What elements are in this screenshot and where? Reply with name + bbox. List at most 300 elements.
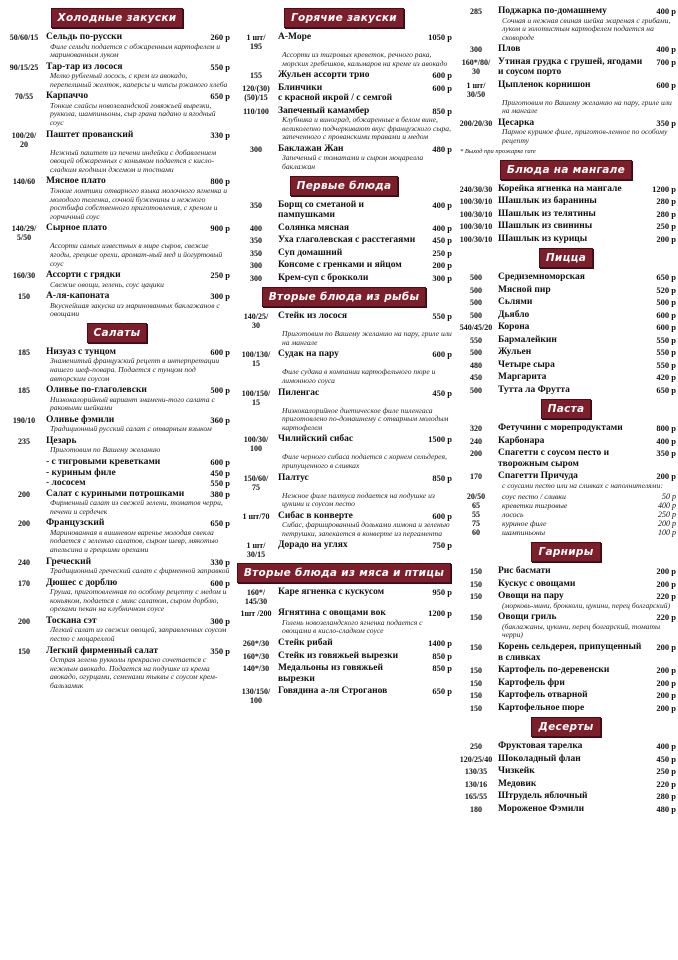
- menu-item: [456, 642, 676, 663]
- item-price: 600 р: [432, 82, 452, 93]
- item-price: 480 р: [432, 143, 452, 154]
- menu-section: [456, 540, 676, 713]
- item-weight: 110/100: [243, 106, 269, 116]
- item-description: Филе судака в компании картофельного пюре и лимонного соуса: [282, 367, 436, 385]
- section-header: Блюда на мангале: [500, 160, 632, 180]
- menu-item: [4, 130, 230, 175]
- item-weight: 1 шт/ 30/15: [246, 541, 266, 560]
- item-weight: 160*/30: [242, 651, 270, 661]
- menu-item: [456, 804, 676, 815]
- item-weight: 500: [470, 298, 482, 308]
- menu-section: [4, 321, 230, 691]
- item-weight: 350: [250, 200, 262, 210]
- item-price: 220 р: [656, 778, 676, 789]
- variant-price: 550 р: [210, 478, 230, 489]
- item-price: 250 р: [210, 270, 230, 281]
- menu-section: [4, 6, 230, 319]
- menu-item: [456, 57, 676, 78]
- item-weight: 140/25/ 30: [243, 312, 269, 331]
- item-price: 380 р: [210, 488, 230, 499]
- menu-item: [4, 518, 230, 554]
- menu-section: [456, 246, 676, 395]
- item-name: Шашлык из баранины: [498, 196, 597, 207]
- item-price: 220 р: [656, 612, 676, 623]
- menu-item: [456, 322, 676, 333]
- addon-price: 50 р: [662, 492, 676, 502]
- variant-spacer: [4, 478, 44, 489]
- menu-column-right: [456, 6, 676, 816]
- item-name: Солянка мясная: [278, 222, 350, 233]
- menu-item: [4, 291, 230, 319]
- item-name: Корейка ягненка на мангале: [498, 183, 622, 194]
- item-price: 450 р: [656, 753, 676, 764]
- menu-item: [456, 566, 676, 577]
- item-weight: 150: [470, 691, 482, 701]
- item-weight: 200: [18, 616, 30, 626]
- section-header: Пицца: [539, 248, 593, 268]
- item-price: 350 р: [210, 645, 230, 656]
- item-price: 550 р: [656, 334, 676, 345]
- item-weight: 140*/30: [242, 664, 270, 674]
- menu-section: [236, 561, 452, 705]
- item-description: Нежное филе палтуса подается на подушке из цукини и соусом песто: [282, 490, 435, 509]
- item-weight: 350: [250, 236, 262, 246]
- item-weight: 500: [470, 385, 482, 395]
- item-price: 400 р: [656, 44, 676, 55]
- item-price: 600 р: [656, 79, 676, 90]
- item-weight: 540/45/20: [459, 323, 493, 333]
- item-weight: 90/15/25: [9, 62, 39, 72]
- item-price: 200 р: [656, 566, 676, 577]
- item-description: Голень новозеландского ягненка подается с овощами в кисло-сладком соусе: [282, 617, 423, 636]
- item-price: 200 р: [656, 690, 676, 701]
- menu-item: [456, 423, 676, 434]
- item-weight: 240: [470, 436, 482, 446]
- item-weight: 130/150/ 100: [241, 687, 271, 706]
- footnote: * Выход при прожарке rare: [460, 147, 536, 155]
- menu-item: [236, 638, 452, 649]
- section-header: Гарниры: [531, 542, 600, 562]
- menu-section: [236, 6, 452, 172]
- item-price: 650 р: [210, 518, 230, 529]
- item-name: Жульен: [498, 347, 532, 358]
- item-name: Спагетти с соусом песто и творожным сыром: [498, 448, 610, 469]
- item-description: Приготовим по Вашему желанию на пару, гриле или на мангале: [282, 329, 452, 347]
- item-weight: 240: [18, 557, 30, 567]
- item-price: 500 р: [210, 385, 230, 396]
- addon-name: соус песто / сливки: [502, 492, 566, 502]
- item-name: Дьябло: [498, 309, 530, 320]
- section-header: Горячие закуски: [284, 8, 404, 28]
- menu-item: [4, 347, 230, 383]
- addon-name: креветки тигровые: [502, 501, 568, 511]
- menu-item: [456, 209, 676, 220]
- item-price: [200, 436, 230, 447]
- item-weight: 130/16: [464, 779, 488, 789]
- item-weight: 70/55: [14, 92, 34, 102]
- item-description: Филе черного сибаса подается с корнем сельдерея, припущенного в сливках: [282, 452, 447, 470]
- item-weight: 200: [18, 489, 30, 499]
- item-price: 350 р: [656, 117, 676, 128]
- menu-item: [236, 651, 452, 662]
- item-name: Утиная грудка с грушей, ягодами и соусом порто: [498, 56, 643, 78]
- item-price: 400 р: [656, 741, 676, 752]
- item-name: Пиленгас: [278, 387, 320, 398]
- menu-item: [456, 579, 676, 590]
- item-price: 650 р: [656, 272, 676, 283]
- menu-item: [4, 223, 230, 268]
- item-price: 200 р: [656, 471, 676, 482]
- item-price: 350 р: [656, 448, 676, 459]
- item-name: Паштет прованский: [46, 129, 134, 140]
- item-price: 250 р: [656, 221, 676, 232]
- item-name: Блинчики с красной икрой / с семгой: [278, 82, 393, 104]
- menu-item: [456, 741, 676, 752]
- menu-item: [236, 144, 452, 172]
- item-description: Низкокалорийный вариант знамени-того салата с раковыми шейками: [50, 394, 215, 413]
- item-price: 250 р: [656, 766, 676, 777]
- section-header-wrap: [236, 285, 452, 311]
- menu-item: [456, 347, 676, 358]
- item-weight: 185: [18, 386, 30, 396]
- menu-item: [4, 578, 230, 614]
- menu-item: [236, 388, 452, 433]
- item-weight: 350: [250, 248, 262, 258]
- item-name: Французский: [46, 518, 105, 529]
- section-header: Первые блюда: [290, 176, 399, 196]
- variant-name: - лососем: [46, 478, 86, 489]
- item-description: Маринованная в вишневом варенье молодая свекла подается с зеленью салатов, сыром шевр, мякотью апельсина и грецкими орехами: [50, 527, 219, 554]
- item-weight: 150: [470, 579, 482, 589]
- item-name: Ассорти с грядки: [46, 270, 121, 281]
- item-description: Свежие овощи, зелень, соус цацики: [50, 279, 164, 289]
- item-weight: 500: [470, 285, 482, 295]
- menu-item: [236, 540, 452, 559]
- item-description: Клубника и виноград, обжаренные в белом вине, великолепно подчеркивают вкус французского сыра, запеченного с прованскими травами и медом: [282, 115, 452, 142]
- item-weight: 1шт /200: [240, 609, 272, 619]
- item-name: А-Море: [278, 32, 312, 42]
- item-weight: 120/25/40: [459, 754, 493, 764]
- addon-weight: 75: [472, 519, 480, 529]
- item-weight: 500: [470, 310, 482, 320]
- item-weight: 100/130/ 15: [241, 350, 271, 369]
- item-price: 1050 р: [428, 32, 452, 42]
- menu-item: [4, 385, 230, 413]
- item-weight: 550: [470, 335, 482, 345]
- item-price: 600 р: [656, 322, 676, 333]
- item-name: Цезарь: [46, 435, 77, 446]
- item-name: Салат с куриными потрошками: [46, 488, 185, 499]
- item-description: Приготовим по Вашему желанию на пару, гриле или на мангале: [502, 97, 672, 116]
- menu-item: [4, 32, 230, 60]
- item-price: 700 р: [656, 56, 676, 67]
- item-name: Крем-суп с брокколи: [278, 272, 369, 283]
- variant-spacer: [4, 457, 44, 468]
- menu-item: [4, 415, 230, 434]
- item-name: Греческий: [46, 556, 92, 567]
- item-name: Шашлык из телятины: [498, 208, 596, 219]
- item-weight: 150: [470, 678, 482, 688]
- addon-name: куриное филе: [502, 519, 547, 529]
- item-weight: 1 шт/ 195: [246, 33, 266, 51]
- item-name: Кускус с овощами: [498, 578, 576, 589]
- item-description: Ассорти самых известных в мире сыров, свежие ягоды, грецкие орехи, аромат-ный мед и йогуртовый соус: [50, 241, 223, 268]
- item-weight: 260*/30: [242, 639, 270, 649]
- item-addon: [456, 510, 676, 519]
- menu-item: [456, 360, 676, 371]
- section-header: Вторые блюда из мяса и птицы: [237, 563, 451, 583]
- menu-item: [456, 754, 676, 765]
- section-header-wrap: [4, 6, 230, 32]
- item-price: 1200 р: [652, 183, 676, 194]
- menu-section: [236, 174, 452, 284]
- item-weight: 190/10: [12, 415, 36, 425]
- menu-item: [456, 665, 676, 676]
- item-name: Четыре сыра: [498, 359, 555, 370]
- item-addon: [456, 492, 676, 501]
- menu-item: [456, 690, 676, 701]
- item-price: 250 р: [432, 247, 452, 258]
- section-header: Холодные закуски: [51, 8, 184, 28]
- menu-section: [456, 158, 676, 245]
- menu-section: [456, 6, 676, 155]
- item-name: Медальоны из говяжьей вырезки: [278, 663, 383, 684]
- section-header-wrap: [456, 715, 676, 741]
- variant-spacer: [4, 468, 44, 479]
- item-name: Стейк из лосося: [278, 311, 348, 322]
- menu-item: [236, 83, 452, 104]
- item-price: 850 р: [432, 472, 452, 483]
- item-name: Спагетти Причуда: [498, 471, 578, 482]
- item-description: Вкуснейшая закуска из маринованных баклажанов с овощами: [50, 300, 220, 319]
- item-weight: 150: [470, 666, 482, 676]
- section-header-wrap: [456, 246, 676, 272]
- menu-item: [456, 678, 676, 689]
- item-weight: 100/30/ 100: [243, 435, 269, 454]
- menu-item: [236, 587, 452, 606]
- item-price: 800 р: [210, 176, 230, 187]
- item-name: Шоколадный флан: [498, 753, 581, 764]
- item-name: Баклажан Жан: [278, 143, 344, 154]
- item-weight: 500: [470, 348, 482, 358]
- item-description: (морковь-мини, брокколи, цукини, перец болгарский): [502, 600, 671, 610]
- menu-item: [456, 118, 676, 146]
- item-name: Цыпленок корнишон: [498, 79, 591, 90]
- item-weight: 150: [18, 292, 30, 302]
- item-weight: 450: [470, 373, 482, 383]
- item-weight: 150: [470, 703, 482, 713]
- item-name: Судак на пару: [278, 349, 339, 360]
- section-header: Вторые блюда из рыбы: [262, 287, 427, 307]
- item-weight: 285: [470, 7, 482, 16]
- item-name: Запеченый камамбер: [278, 105, 370, 116]
- menu-item: [4, 616, 230, 644]
- item-weight: 100/30/10: [459, 222, 493, 232]
- menu-item: [456, 297, 676, 308]
- item-description: Острая зелень рукколы прекрасно сочетается с нежным авокадо. Подается на подушке из крема авокадо, огурцами, семенами тыквы с соусом крем-бальзамик: [50, 655, 218, 690]
- item-price: 650 р: [656, 384, 676, 395]
- section-header-wrap: [236, 561, 452, 587]
- item-price: 500 р: [656, 297, 676, 308]
- addon-name: шампиньоны: [502, 528, 546, 538]
- menu-item: [456, 310, 676, 321]
- section-header-wrap: [456, 397, 676, 423]
- item-price: 800 р: [656, 423, 676, 434]
- item-weight: 240/30/30: [459, 184, 493, 194]
- addon-price: 400 р: [658, 501, 676, 511]
- item-name: Фруктовая тарелка: [498, 741, 583, 752]
- item-price: 550 р: [656, 359, 676, 370]
- item-name: Низуаз с тунцом: [46, 346, 116, 357]
- item-price: 300 р: [432, 272, 452, 283]
- menu-item: [236, 349, 452, 385]
- menu-item: [4, 436, 230, 455]
- item-description: Сочная и нежная свиная шейка жареная с грибами, луком и золотистым картофелем подается на сковороде: [502, 15, 671, 42]
- menu-item: [456, 6, 676, 42]
- item-weight: 200: [470, 449, 482, 459]
- menu-item: [456, 372, 676, 383]
- item-price: 1500 р: [428, 434, 452, 445]
- item-price: 200 р: [656, 665, 676, 676]
- item-weight: 250: [470, 742, 482, 752]
- item-price: 600 р: [432, 70, 452, 81]
- item-name: Овощи гриль: [498, 612, 557, 623]
- item-price: 900 р: [210, 223, 230, 234]
- item-price: 650 р: [432, 686, 452, 697]
- menu-item: [236, 106, 452, 142]
- item-description: Парное куриное филе, приготов-ленное по особому рецепту: [502, 127, 668, 146]
- item-price: 550 р: [656, 347, 676, 358]
- item-addon: [456, 501, 676, 510]
- item-price: 330 р: [210, 556, 230, 567]
- item-weight: 50/60/15: [9, 33, 39, 42]
- item-name: Фетучини с морепродуктами: [498, 423, 623, 434]
- item-price: 300 р: [210, 615, 230, 626]
- menu-item: [4, 176, 230, 221]
- section-header: Десерты: [531, 717, 600, 737]
- item-name: Корона: [498, 322, 530, 333]
- addon-weight: 55: [472, 510, 480, 520]
- menu-item: [236, 311, 452, 347]
- item-name: Дюшес с дорблю: [46, 577, 118, 588]
- item-weight: 160*/ 145/30: [244, 588, 268, 607]
- menu-item: [236, 260, 452, 271]
- item-description: Традиционный греческий салат с фирменной заправкой: [50, 566, 230, 575]
- section-header: Паста: [541, 399, 592, 419]
- item-price: 360 р: [210, 414, 230, 425]
- item-description: Фирменный салат из свежей зелени, томатов черри, печени и сердечек: [50, 498, 223, 516]
- item-weight: 100/20/ 20: [11, 130, 37, 149]
- item-weight: 1 шт/70: [242, 511, 270, 521]
- addon-weight: 65: [472, 501, 480, 511]
- menu-item: [456, 44, 676, 55]
- item-addon: [456, 528, 676, 537]
- section-header-wrap: [4, 321, 230, 347]
- item-weight: 150: [470, 592, 482, 602]
- item-weight: 1 шт/ 30/50: [466, 80, 486, 99]
- item-name: Медовик: [498, 778, 537, 789]
- item-weight: 185: [18, 347, 30, 357]
- menu-item: [236, 511, 452, 539]
- item-name: Плов: [498, 44, 521, 55]
- item-name: Суп домашний: [278, 247, 343, 258]
- menu-item: [456, 196, 676, 207]
- item-name: Борщ со сметаной и пампушками: [278, 199, 365, 221]
- item-weight: 150/60/ 75: [243, 473, 269, 492]
- item-name: Средиземноморская: [498, 272, 585, 283]
- addon-weight: 20/50: [466, 492, 486, 502]
- menu-item: [456, 385, 676, 396]
- menu-item: [4, 270, 230, 289]
- item-price: 200 р: [656, 233, 676, 244]
- item-price: 420 р: [656, 372, 676, 383]
- item-weight: 140/29/ 5/50: [11, 224, 37, 243]
- item-weight: 150: [470, 613, 482, 623]
- item-name: Палтус: [278, 472, 309, 483]
- item-weight: 180: [470, 804, 482, 814]
- item-name: Стейк из говяжьей вырезки: [278, 650, 399, 661]
- item-name: Консоме с гренками и яйцом: [278, 260, 402, 271]
- variant-name: - с тигровыми креветками: [46, 457, 161, 468]
- item-description: Филе сельди подается с обжаренным картофелем и маринованным луком: [50, 41, 221, 60]
- item-name: Маргарита: [498, 372, 547, 383]
- item-price: 480 р: [656, 803, 676, 814]
- item-price: 550 р: [432, 311, 452, 322]
- menu-item: [236, 473, 452, 509]
- variant-name: - куриным филе: [46, 467, 116, 478]
- item-weight: 170: [470, 472, 482, 482]
- item-weight: 100/30/10: [459, 209, 493, 219]
- item-weight: 300: [250, 273, 262, 283]
- addon-price: 100 р: [658, 528, 676, 538]
- item-price: 280 р: [656, 791, 676, 802]
- item-description: Знаменитый французский рецепт в интерпретации нашего шеф-повара. Подается с тунцом под авторским соусом: [50, 356, 220, 383]
- item-price: 850 р: [432, 105, 452, 116]
- addon-price: 250 р: [658, 510, 676, 520]
- item-name: Картофель по-деревенски: [498, 665, 610, 676]
- menu-item: [456, 471, 676, 490]
- addon-name: лосось: [502, 510, 524, 520]
- item-weight: 165/55: [464, 792, 488, 802]
- item-name: Тоскана сэт: [46, 615, 97, 626]
- item-name: Поджарка по-домашнему: [498, 6, 607, 16]
- item-description: Традиционный русский салат с отварным языком: [50, 424, 212, 434]
- item-price: 260 р: [210, 32, 230, 42]
- item-description: Тонкие слайсы новозеландской говяжьей вырезки, руккола, шампиньоны, сыр грана падано и ягодный соус: [50, 100, 216, 128]
- item-weight: 170: [18, 578, 30, 588]
- section-header-wrap: [236, 6, 452, 32]
- menu-item: [236, 32, 452, 68]
- item-variant: [4, 478, 230, 489]
- item-name: Оливье по-глаголевски: [46, 385, 147, 396]
- item-weight: 150: [470, 567, 482, 577]
- item-name: Овощи на пару: [498, 591, 564, 602]
- menu-item: [236, 608, 452, 636]
- menu-item: [236, 223, 452, 234]
- item-name: Бармалейкин: [498, 334, 557, 345]
- item-price: 400 р: [656, 435, 676, 446]
- menu-item: [456, 779, 676, 790]
- item-weight: 130/35: [464, 767, 488, 777]
- menu-item: [456, 335, 676, 346]
- menu-item: [456, 448, 676, 469]
- menu-item: [4, 62, 230, 90]
- item-price: 280 р: [656, 208, 676, 219]
- item-price: 400 р: [656, 6, 676, 16]
- item-price: 450 р: [432, 235, 452, 246]
- menu-section: [456, 397, 676, 540]
- menu-item: [456, 285, 676, 296]
